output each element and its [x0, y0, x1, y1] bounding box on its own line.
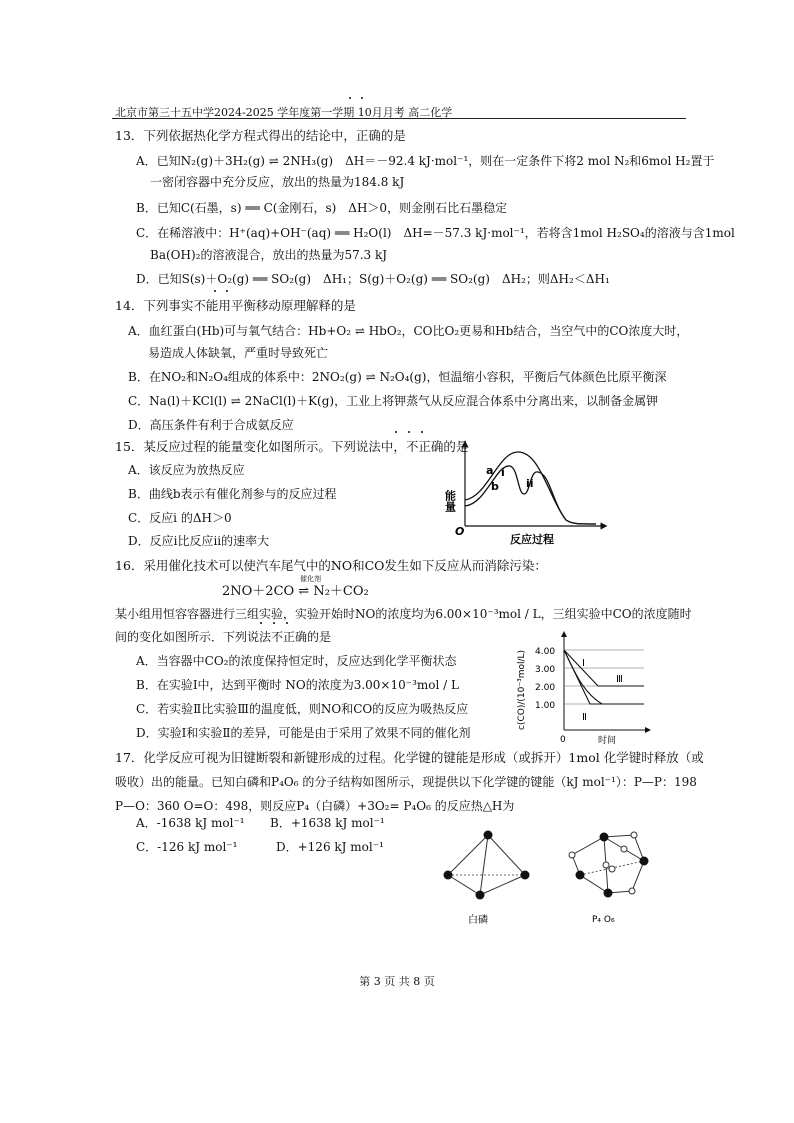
curve-II-label: Ⅱ: [582, 712, 587, 723]
energy-diagram: [443, 440, 608, 552]
co-ylabel: c(CO)/(10⁻³mol/L): [517, 649, 527, 730]
q16-paragraph-1: 某小组用恒容容器进行三组实验，实验开始时NO的浓度均为6.00×10⁻³mol / L，三组实验中CO的浓度随时: [115, 607, 692, 621]
curve-III-label: Ⅲ: [616, 674, 623, 685]
q17-paragraph-1: 17．化学反应可视为旧键断裂和新键形成的过程。化学键的键能是形成（或拆开）1mol 化学键时释放（或: [115, 750, 704, 765]
co-xlabel: 时间: [598, 736, 617, 746]
curve-I-label: Ⅰ: [582, 658, 585, 669]
q15-option-a: A．该反应为放热反应: [128, 463, 245, 477]
white-phosphorus-label: 白磷: [468, 915, 488, 926]
q15-stem: 15．某反应过程的能量变化如图所示。下列说法中，不正确的是: [115, 439, 469, 454]
q14-stem: 14．下列事实不能用平衡移动原理解释的是: [115, 298, 356, 313]
p4o6-label: P₄ O₆: [592, 915, 615, 925]
co-concentration-chart: [517, 630, 650, 756]
emphasis-dot: [408, 431, 410, 433]
q14-option-c: C．Na(l)＋KCl(l) ⇌ 2NaCl(l)＋K(g)，工业上将钾蒸气从反应混合体系中分离出来，以制备金属钾: [128, 394, 659, 408]
ytick-4: 4.00: [535, 647, 556, 657]
q17-option-a: A．-1638 kJ mol⁻¹: [136, 816, 245, 830]
q13-option-c-cont: Ba(OH)₂的溶液混合，放出的热量为57.3 kJ: [150, 248, 388, 262]
p4o6-structure: [569, 832, 649, 898]
emphasis-dot: [214, 290, 216, 292]
q13-option-a-cont: 一密闭容器中充分反应，放出的热量为184.8 kJ: [150, 175, 405, 189]
white-phosphorus-structure: [444, 831, 530, 900]
q14-option-a-cont: 易造成人体缺氧，严重时导致死亡: [148, 346, 329, 360]
page-footer: 第 3 页 共 8 页: [359, 975, 435, 988]
q16-paragraph-2: 间的变化如图所示．下列说法不正确的是: [115, 630, 332, 644]
q14-option-d: D．高压条件有利于合成氨反应: [128, 418, 294, 432]
q17-option-c: C．-126 kJ mol⁻¹: [136, 840, 238, 854]
q15-option-c: C．反应i 的ΔH＞0: [128, 511, 232, 525]
q16-stem: 16．采用催化技术可以使汽车尾气中的NO和CO发生如下反应从而消除污染：: [115, 558, 547, 573]
q13-option-a: A．已知N₂(g)＋3H₂(g) ⇌ 2NH₃(g) ΔH＝－92.4 kJ·mol⁻¹，则在一定条件下将2 mol N₂和6mol H₂置于: [136, 154, 715, 168]
q16-option-b: B．在实验Ⅰ中，达到平衡时 NO的浓度为3.00×10⁻³mol / L: [136, 678, 459, 692]
q16-option-c: C．若实验Ⅱ比实验Ⅲ的温度低，则NO和CO的反应为吸热反应: [136, 702, 469, 716]
reaction-i-label: i: [501, 466, 505, 479]
emphasis-dot: [260, 622, 262, 624]
co-origin: 0: [560, 735, 566, 745]
q17-paragraph-2: 吸收）出的能量。已知白磷和P₄O₆ 的分子结构如图所示，现提供以下化学键的键能（kJ mol⁻¹）：P—P：198: [115, 775, 697, 789]
reaction-ii-label: ii: [526, 477, 534, 490]
curve-b-label: b: [491, 480, 499, 493]
molecular-structures: [440, 825, 690, 927]
q13-option-b: B．已知C(石墨，s) ══ C(金刚石，s) ΔH＞0，则金刚石比石墨稳定: [136, 201, 508, 215]
curve-II: [564, 650, 644, 704]
energy-origin: O: [455, 525, 465, 538]
q15-option-b: B．曲线b表示有催化剂参与的反应过程: [128, 487, 337, 501]
emphasis-dot: [349, 97, 351, 99]
emphasis-dot: [226, 290, 228, 292]
emphasis-dot: [286, 622, 288, 624]
emphasis-dot: [273, 622, 275, 624]
emphasis-dot: [361, 97, 363, 99]
q16-equation: 2NO＋2CO ⇌ N₂＋CO₂: [222, 584, 369, 599]
ytick-3: 3.00: [535, 665, 556, 675]
emphasis-dot: [421, 431, 423, 433]
ytick-1: 1.00: [535, 701, 556, 711]
emphasis-dot: [395, 431, 397, 433]
ytick-2: 2.00: [535, 683, 556, 693]
energy-xlabel: 反应过程: [510, 533, 554, 546]
q14-option-a: A．血红蛋白(Hb)可与氧气结合：Hb+O₂ ⇌ HbO₂，CO比O₂更易和Hb结合，当空气中的CO浓度大时，: [128, 324, 689, 338]
q16-option-d: D．实验Ⅰ和实验Ⅱ的差异，可能是由于采用了效果不同的催化剂: [136, 726, 471, 740]
q16-option-a: A．当容器中CO₂的浓度保持恒定时，反应达到化学平衡状态: [136, 654, 457, 668]
q17-option-b: B．+1638 kJ mol⁻¹: [270, 816, 385, 830]
q13-stem: 13．下列依据热化学方程式得出的结论中，正确的是: [115, 128, 406, 143]
q17-option-d: D．+126 kJ mol⁻¹: [276, 840, 384, 854]
energy-ylabel: 能量: [443, 490, 457, 512]
curve-III: [564, 650, 644, 704]
curve-b: [465, 466, 596, 524]
q17-paragraph-3: P—O：360 O=O：498，则反应P₄（白磷）+3O₂= P₄O₆ 的反应热△H为: [115, 799, 515, 813]
header-rule: [112, 118, 686, 119]
curve-a-label: a: [486, 464, 494, 477]
q13-option-c: C．在稀溶液中：H⁺(aq)+OH⁻(aq) ══ H₂O(l) ΔH=－57.3 kJ·mol⁻¹，若将含1mol H₂SO₄的溶液与含1mol: [136, 226, 735, 240]
q14-option-b: B．在NO₂和N₂O₄组成的体系中：2NO₂(g) ⇌ N₂O₄(g)，恒温缩小容积，平衡后气体颜色比原平衡深: [128, 370, 667, 384]
q13-option-d: D．已知S(s)＋O₂(g) ══ SO₂(g) ΔH₁；S(g)＋O₂(g) ══ SO₂(g) ΔH₂；则ΔH₂＜ΔH₁: [136, 272, 610, 286]
page-header: 北京市第三十五中学2024-2025 学年度第一学期 10月月考 高二化学: [115, 106, 453, 119]
q15-option-d: D．反应i比反应ii的速率大: [128, 534, 270, 548]
q16-catalyst-condition: 催化剂: [300, 575, 321, 583]
